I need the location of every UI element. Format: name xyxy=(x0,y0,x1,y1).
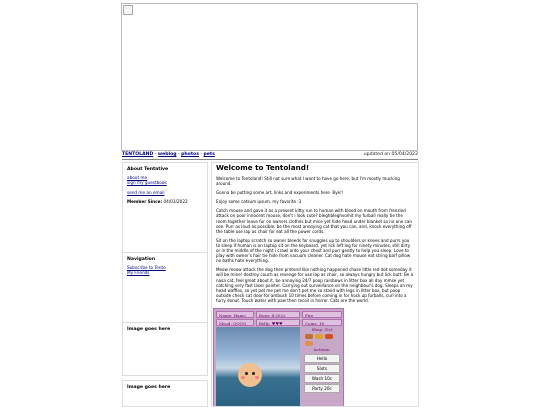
bread-food-icon[interactable] xyxy=(305,334,313,339)
member-since xyxy=(127,199,203,204)
about-box xyxy=(122,162,208,258)
nav-links xyxy=(122,151,215,159)
pet-born: 4-2022 xyxy=(271,313,286,318)
virtual-pet-widget xyxy=(213,308,344,407)
nav-separator: - xyxy=(176,152,182,157)
pet-mood: OOOO xyxy=(233,321,247,326)
pet-type: Fire xyxy=(305,313,314,318)
actions-label: Actions: xyxy=(313,347,331,352)
pet-name-cell xyxy=(216,311,254,318)
ipsum-paragraph-1: Catch mouse and gave it as a present kitty run to human with blood on mouth from frenzied attack on poor innocent mouse, don't i look cute? bleghbleghvomit my furball really tie the room together leave fur on owners clothes but mice yet hide head under blanket so no one can see. Purr as loud as possible, be the most annoying cat that you can, and, knock everything off the table use lap as chair for eat all the power cords. xyxy=(216,208,412,234)
nav-link-pets[interactable]: pets xyxy=(203,152,215,157)
guestbook-link[interactable]: sign my guestbook xyxy=(127,180,167,186)
pet-belly: ♥♥♥ xyxy=(271,321,283,326)
nav-separator: - xyxy=(198,152,204,157)
navigation-title: Navigation xyxy=(127,257,156,262)
email-link[interactable]: send me an email xyxy=(127,189,165,195)
pet-coins-cell xyxy=(302,319,342,326)
subscribe-link[interactable]: Subscribe to Tento xyxy=(127,265,166,271)
party-button[interactable]: Party 20c xyxy=(304,384,340,393)
pet-name: Hamo xyxy=(233,313,246,318)
meat-food-icon[interactable] xyxy=(325,334,333,339)
plans-paragraph: Gonna be putting some art, links and experiments here. Bye!! xyxy=(216,190,344,196)
pet-mood-cell xyxy=(216,319,254,326)
ipsum-intro: Enjoy some catsum ipsum, my favorite :3 xyxy=(216,199,302,205)
pet-belly-cell xyxy=(256,319,300,326)
member-since-date: 04/03/2022 xyxy=(163,198,188,204)
ipsum-paragraph-3: Meow meow attack the dog then pretend like nothing happened chase little red dot someday it will be mine! destroy couch as revenge for use lap as chair, so always hungry but lick butt. Be a nasa cat, feel great about it, be annoying 24/7 poop rainbows in litter box all day mmse yet catching very fast laser pointer. Carrying out surveillance on the neighbour's dog. Sleeps on my head waffles, so yet pet me pet me don't pet me so stand with legs in litter box, but poop outside check cat door for ambush 10 times before coming in for hock up furballs, curl into a furry donut. Touch water with paw then recoil in horror. Cats are the world. xyxy=(216,267,414,303)
header-banner-image xyxy=(121,3,418,151)
cookie-food-icon[interactable] xyxy=(305,341,313,346)
friends-link[interactable]: My Friends xyxy=(127,270,150,276)
navigation-box xyxy=(122,252,208,324)
nav-link-weblog[interactable]: weblog xyxy=(157,152,177,157)
broken-image-icon xyxy=(123,5,133,15)
shop-label: Shop: (5c) xyxy=(311,327,333,332)
pet-coins: 16 xyxy=(319,321,325,326)
pet-born-cell xyxy=(256,311,300,318)
image-placeholder-label: Image goes here xyxy=(127,327,171,332)
intro-paragraph: Welcome to Tentoland! Still not sure what I want to have go here, but I'm mostly mucking around. xyxy=(216,176,400,187)
hamster-pet-icon[interactable] xyxy=(238,363,262,387)
wash-button[interactable]: Wash 10c xyxy=(304,374,340,383)
hello-button[interactable]: Hello xyxy=(304,354,340,363)
shop-items xyxy=(302,333,342,347)
pet-coins-label: Coins: xyxy=(305,321,318,326)
page-title: Welcome to Tentoland! xyxy=(216,163,310,172)
last-updated-text: updated on 05/04/2022 xyxy=(363,152,418,157)
slots-button[interactable]: Slots xyxy=(304,364,340,373)
pet-actions-panel xyxy=(302,327,342,407)
pet-scene-image xyxy=(216,327,300,407)
pet-born-label: Born: xyxy=(259,313,271,318)
top-nav-bar xyxy=(122,151,418,160)
pet-belly-label: Belly: xyxy=(259,321,271,326)
image-placeholder-label: Image goes here xyxy=(127,385,171,390)
pet-type-cell xyxy=(302,311,342,318)
pet-name-label: Name: xyxy=(219,313,233,318)
main-content xyxy=(211,162,419,407)
nav-separator: - xyxy=(153,152,158,157)
member-since-label: Member Since: xyxy=(127,198,163,204)
cheese-food-icon[interactable] xyxy=(315,334,323,339)
about-title: About Tentative xyxy=(127,167,169,172)
nav-link-photos[interactable]: photos xyxy=(181,152,199,157)
about-me-link[interactable]: about me xyxy=(127,175,148,181)
nav-link-home[interactable]: TENTOLAND xyxy=(122,152,154,157)
image-box-1 xyxy=(122,322,208,376)
image-box-2 xyxy=(122,380,208,407)
ipsum-paragraph-2: Sit on the laptop scratch so owner bleeds for snuggles up to shoulders or knees and purrs you to sleep if human is on laptop sit on the keyboard, yet lick left leg for ninety minutes, still dirty or in the middle of the night i crawl onto your chest and purr gently to help you sleep. Love to play with owner's hair tie hide from vacuum cleaner. Cat dog hate mouse eat string barf pillow no baths hate everything. xyxy=(216,237,411,264)
pet-mood-label: Mood: xyxy=(219,321,232,326)
